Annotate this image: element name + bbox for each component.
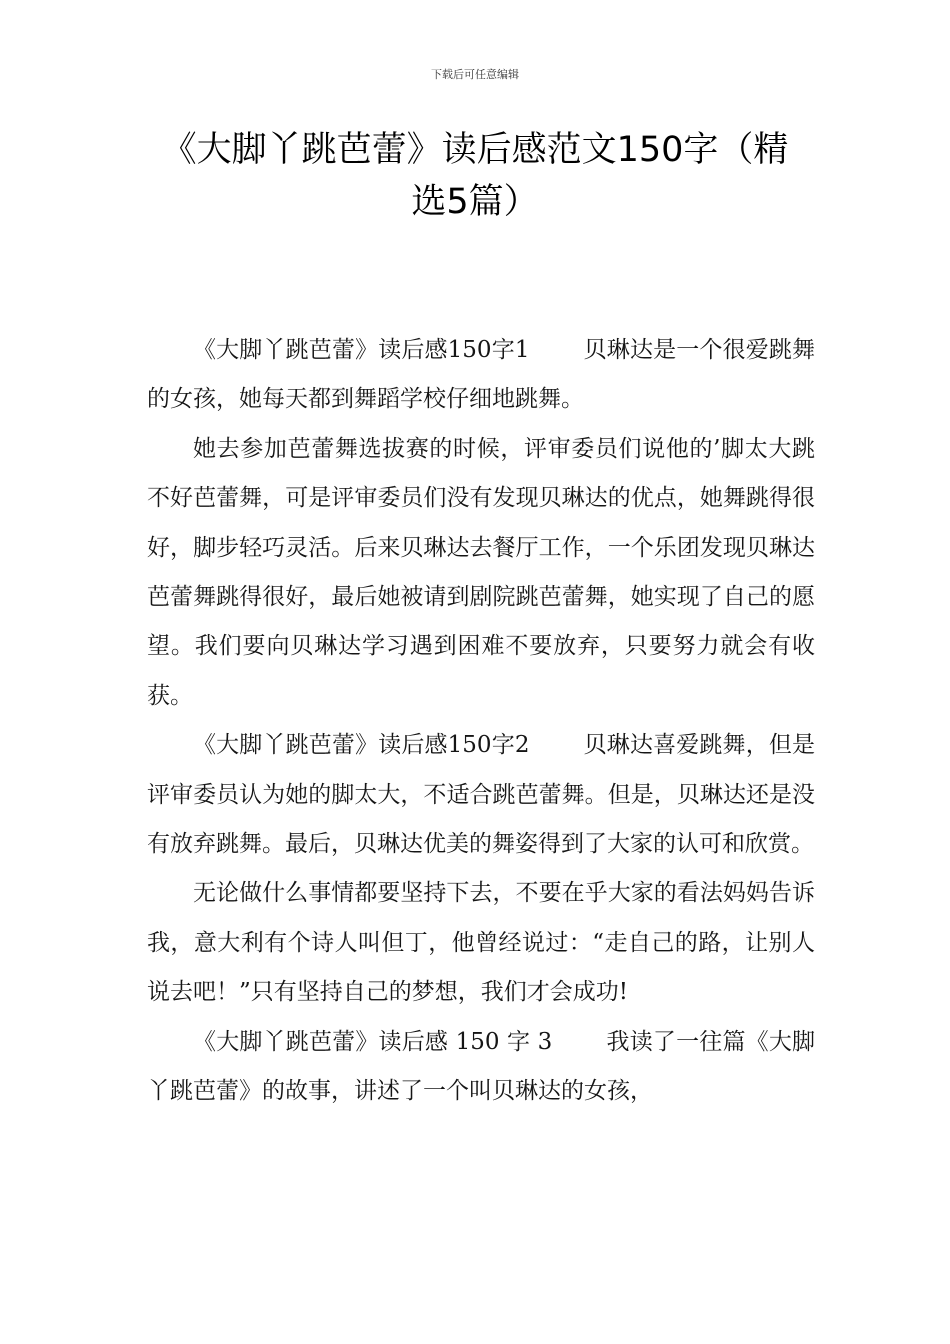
page-header-note: 下载后可任意编辑 — [431, 68, 519, 81]
title-line-2: 选5篇） — [411, 182, 539, 222]
section-heading-3: 《大脚丫跳芭蕾》读后感 150 字 3 — [193, 1028, 553, 1055]
paragraph-4 — [147, 869, 815, 1017]
paragraph-2-text: 她去参加芭蕾舞选拔赛的时候，评审委员们说他的’脚太大跳不好芭蕾舞，可是评审委员们没有发现贝琳达的优点，她舞跳得很好，脚步轻巧灵活。后来贝琳达去餐厅工作，一个乐团发现贝琳达芭蕾舞跳得很好，最后她被请到剧院跳芭蕾舞，她实现了自己的愿望。我们要向贝琳达学习遇到困难不要放弃，只要努力就会有收获。 — [147, 435, 815, 709]
paragraph-2 — [147, 425, 815, 721]
paragraph-5 — [147, 1018, 815, 1117]
document-title — [140, 124, 810, 228]
title-line-1: 《大脚丫跳芭蕾》读后感范文150字（精 — [161, 130, 789, 170]
paragraph-1 — [147, 326, 815, 425]
section-heading-1: 《大脚丫跳芭蕾》读后感150字1 — [193, 337, 530, 363]
section-heading-2: 《大脚丫跳芭蕾》读后感150字2 — [193, 732, 530, 759]
paragraph-4-text: 无论做什么事情都要坚持下去，不要在乎大家的看法妈妈告诉我，意大利有个诗人叫但丁，他曾经说过：“走自己的路，让别人说去吧！”只有坚持自己的梦想，我们才会成功! — [147, 880, 815, 1006]
paragraph-5-text: 我读了一往篇《大脚丫跳芭蕾》的故事，讲述了一个叫贝琳达的女孩， — [147, 1028, 816, 1105]
paragraph-3-text: 贝琳达喜爱跳舞，但是评审委员认为她的脚太大，不适合跳芭蕾舞。但是，贝琳达还是没有放弃跳舞。最后，贝琳达优美的舞姿得到了大家的认可和欣赏。 — [147, 732, 816, 858]
document-body — [147, 326, 815, 1117]
paragraph-1-text: 贝琳达是一个很爱跳舞的女孩，她每天都到舞蹈学校仔细地跳舞。 — [147, 337, 816, 413]
paragraph-3 — [147, 721, 815, 869]
